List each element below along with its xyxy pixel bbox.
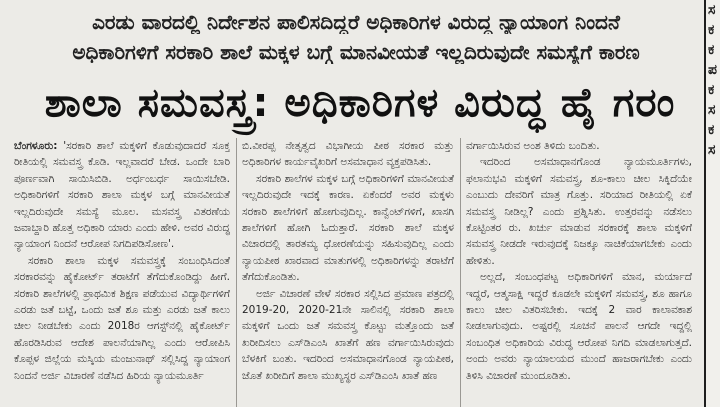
edge-glyph: ಕ bbox=[708, 122, 715, 138]
column-1 bbox=[14, 138, 230, 407]
paragraph: ವರ್ಗಾಯಿಸಿರುವ ಅಂಶ ತಿಳಿದು ಬಂದಿತು. bbox=[466, 140, 600, 152]
paragraph: ಸರಕಾರಿ ಶಾಲೆಗಳ ಮಕ್ಕಳ ಬಗ್ಗೆ ಅಧಿಕಾರಿಗಳಿಗೆ ಮಾನವೀಯತೆ ಇಲ್ಲದಿರುವುದೇ ಇದಕ್ಕೆ ಕಾರಣ. ಏಕೆಂದರೆ ಅವರ ಮಕ್ಕಳು ಸರಕಾರಿ ಶಾಲೆಗಳಿಗೆ ಹೋಗುವುದಿಲ್ಲ. ಕಾನ್ವೆಂಟ್‌ಗಳಿಗೆ, ಖಾಸಗಿ ಶಾಲೆಗಳಿಗೆ ಹೋಗಿ ಓದುತ್ತಾರೆ. ಸರಕಾರಿ ಶಾಲೆ ಮಕ್ಕಳ ವಿಚಾರದಲ್ಲಿ ತಾರತಮ್ಯ ಧೋರಣೆಯನ್ನು ಸಹಿಸುವುದಿಲ್ಲ ಎಂದು ನ್ಯಾಯಪೀಠ ಖಾರವಾದ ಮಾತುಗಳಲ್ಲಿ ಅಧಿಕಾರಿಗಳನ್ನು ತರಾಟೆಗೆ ತೆಗೆದುಕೊಂಡಿತು. bbox=[242, 172, 454, 284]
paragraph: ಅರ್ಜಿ ವಿಚಾರಣೆ ವೇಳೆ ಸರಕಾರ ಸಲ್ಲಿಸಿದ ಪ್ರಮಾಣ ಪತ್ರದಲ್ಲಿ 2019-20, 2020-21ನೇ ಸಾಲಿನಲ್ಲಿ ಸರಕಾರಿ ಶಾಲಾ ಮಕ್ಕಳಿಗೆ ಒಂದು ಜತೆ ಸಮವಸ್ತ್ರ ಕೊಟ್ಟು ಮತ್ತೊಂದು ಜತೆ ಖರೀದಿಸಲು ಎಸ್‌ಡಿಎಂಸಿ ಖಾತೆಗೆ ಹಣ ವರ್ಗಾಯಿಸಿರುವುದು ಬೆಳಕಿಗೆ ಬಂತು. ಇದರಿಂದ ಅಸಮಾಧಾನಗೊಂಡ ನ್ಯಾಯಪೀಠ, ಜೊತೆ ಖರೀದಿಗೆ ಶಾಲಾ ಮುಖ್ಯಸ್ಥರ ಎಸ್‌ಡಿಎಂಸಿ ಖಾತೆ ಹಣ bbox=[242, 287, 454, 382]
edge-glyph: ಪ bbox=[708, 62, 717, 78]
paragraph bbox=[14, 138, 230, 253]
headline: ಶಾಲಾ ಸಮವಸ್ತ್ರ: ಅಧಿಕಾರಿಗಳ ವಿರುದ್ಧ ಹೈ ಗರಂ bbox=[44, 80, 676, 126]
paragraph: ಬಿ.ವೀರಪ್ಪ ನೇತೃತ್ವದ ವಿಭಾಗೀಯ ಪೀಠ ಸರಕಾರ ಮತ್ತು ಅಧಿಕಾರಿಗಳ ಕಾರ್ಯವೈಖರಿಗೆ ಅಸಮಾಧಾನ ವ್ಯಕ್ತಪಡಿಸಿತು. bbox=[242, 140, 454, 169]
edge-glyph: ಸ bbox=[708, 142, 716, 158]
column-3 bbox=[466, 138, 692, 407]
adjacent-article-edge bbox=[704, 0, 720, 407]
paragraph-text: 'ಸರಕಾರಿ ಶಾಲೆ ಮಕ್ಕಳಿಗೆ ಕೊಡುವುದಾದರೆ ಸೂಕ್ತ ರೀತಿಯಲ್ಲಿ ಸಮವಸ್ತ್ರ ಕೊಡಿ. ಇಲ್ಲವಾದರೆ ಬೇಡ. ಒಂದೇ ಬಾರಿ ಪೂರ್ಣವಾಗಿ ಸಾಯಿಸಿಬಿಡಿ. ಅರ್ಧಂಬರ್ಧ ಸಾಯಿಸಬೇಡಿ. ಅಧಿಕಾರಿಗಳಿಗೆ ಸರಕಾರಿ ಶಾಲಾ ಮಕ್ಕಳ ಬಗ್ಗೆ ಮಾನವೀಯತೆ ಇಲ್ಲದಿರುವುದೇ ಸಮಸ್ಯೆ ಮೂಲ. ಮಸವಸ್ತ್ರ ವಿತರಣೆಯ ಜವಾಬ್ದಾರಿ ಹೊತ್ತ ಅಧಿಕಾರಿ ಯಾರು ಎಂದು ಹೇಳಿ. ಅವರ ವಿರುದ್ಧ ನ್ಯಾಯಾಂಗ ನಿಂದನೆ ಆರೋಪ ನಿಗದಿಪಡಿಸೋಣ'. bbox=[14, 140, 230, 251]
column-2 bbox=[242, 138, 454, 407]
article-body bbox=[14, 138, 704, 407]
edge-glyph: ಕ bbox=[708, 22, 715, 38]
edge-glyph: ಸ bbox=[708, 2, 716, 18]
kicker-line-1: ಎರಡು ವಾರದಲ್ಲಿ ನಿರ್ದೇಶನ ಪಾಲಿಸದಿದ್ದರೆ ಅಧಿಕಾರಿಗಳ ವಿರುದ್ಧ ನ್ಯಾಯಾಂಗ ನಿಂದನೆ bbox=[92, 10, 620, 34]
paragraph: ಇದರಿಂದ ಅಸಮಾಧಾನಗೊಂಡ ನ್ಯಾಯಮೂರ್ತಿಗಳು, ಫಲಾನುಭವಿ ಮಕ್ಕಳಿಗೆ ಸಮವಸ್ತ್ರ, ಶೂ-ಕಾಲು ಚೀಲ ಸಿಕ್ಕಿದೆಯೇ ಎಂಬುದು ದೇವರಿಗೆ ಮಾತ್ರ ಗೊತ್ತು. ಸರಿಯಾದ ರೀತಿಯಲ್ಲಿ ಏಕೆ ಸಮವಸ್ತ್ರ ನೀಡಿಲ್ಲ? ಎಂದು ಪ್ರಶ್ನಿಸಿತು. ಉತ್ತರವನ್ನು ನಡೆಸಲು ಕೊಟ್ಟಿಂತರ ರು. ಖರ್ಚು ಮಾಡುವ ಸರಕಾರಕ್ಕೆ ಶಾಲಾ ಮಕ್ಕಳಿಗೆ ಸಮವಸ್ತ್ರ ನೀಡದೇ ಇರುವುದಕ್ಕೆ ನಿಜಕ್ಕೂ ನಾಚಿಕೆಯಾಗಬೇಕು ಎಂದು ಹೇಳಿತು. bbox=[466, 156, 692, 267]
dateline: ಬೆಂಗಳೂರು: bbox=[14, 140, 58, 152]
paragraph: ಅಲ್ಲದೆ, ಸಂಬಂಧಪಟ್ಟ ಅಧಿಕಾರಿಗಳಿಗೆ ಮಾನ, ಮರ್ಯಾದೆ ಇದ್ದರೆ, ಆತ್ಮಸಾಕ್ಷಿ ಇದ್ದರೆ ಕೂಡಲೇ ಮಕ್ಕಳಿಗೆ ಸಮವಸ್ತ್ರ, ಶೂ ಹಾಗೂ ಕಾಲು ಚೀಲ ವಿತರಿಸಬೇಕು. ಇದಕ್ಕೆ 2 ವಾರ ಕಾಲಾವಕಾಶ ನೀಡಲಾಗುವುದು. ಅಷ್ಟರಲ್ಲಿ ಸೂಚನೆ ಪಾಲನೆ ಆಗದೇ ಇದ್ದಲ್ಲಿ ಸಂಬಂಧಿತ ಅಧಿಕಾರಿಯ ವಿರುದ್ಧ ಆರೋಪ ನಿಗದಿ ಮಾಡಲಾಗುತ್ತದೆ. ಅಂದು ಅವರು ನ್ಯಾಯಾಲಯದ ಮುಂದೆ ಹಾಜರಾಗಬೇಕು ಎಂದು ತಿಳಿಸಿ ವಿಚಾರಣೆ ಮುಂದೂಡಿತು. bbox=[466, 271, 692, 382]
edge-glyph: ಕ bbox=[708, 82, 715, 98]
kicker-line-2: ಅಧಿಕಾರಿಗಳಿಗೆ ಸರಕಾರಿ ಶಾಲೆ ಮಕ್ಕಳ ಬಗ್ಗೆ ಮಾನವೀಯತೆ ಇಲ್ಲದಿರುವುದೇ ಸಮಸ್ಯೆಗೆ ಕಾರಣ bbox=[72, 40, 640, 64]
column-divider bbox=[236, 138, 237, 407]
paragraph: ಸರಕಾರಿ ಶಾಲಾ ಮಕ್ಕಳ ಸಮವಸ್ತ್ರಕ್ಕೆ ಸಂಬಂಧಿಸಿದಂತೆ ಸರಕಾರವನ್ನು ಹೈಕೋರ್ಟ್ ತರಾಟೆಗೆ ತೆಗೆದುಕೊಂಡಿದ್ದು ಹೀಗೆ. ಸರಕಾರಿ ಶಾಲೆಗಳಲ್ಲಿ ಪ್ರಾಥಮಿಕ ಶಿಕ್ಷಣ ಪಡೆಯುವ ವಿದ್ಯಾರ್ಥಿಗಳಿಗೆ ಎರಡು ಜತೆ ಬಟ್ಟೆ, ಒಂದು ಜತೆ ಶೂ ಮತ್ತು ಎರಡು ಜತೆ ಕಾಲು ಚೀಲ ನೀಡಬೇಕು ಎಂದು 2018ರ ಆಗಸ್ಟ್‌ನಲ್ಲಿ ಹೈಕೋರ್ಟ್ ಹೊರಡಿಸಿರುವ ಆದೇಶ ಪಾಲನೆಯಾಗಿಲ್ಲ ಎಂದು ಆರೋಪಿಸಿ ಕೊಪ್ಪಳ ಜಿಲ್ಲೆಯ ಮಸ್ಕಿಯ ಮಂಜುನಾಥ್ ಸಲ್ಲಿಸಿದ್ದ ನ್ಯಾಯಾಂಗ ನಿಂದನೆ ಅರ್ಜಿ ವಿಚಾರಣೆ ನಡೆಸಿದ ಹಿರಿಯ ನ್ಯಾಯಮೂರ್ತಿ bbox=[14, 254, 230, 382]
edge-glyph: ಕ bbox=[708, 42, 715, 58]
column-divider bbox=[460, 138, 461, 407]
edge-glyph: ಸ bbox=[708, 102, 716, 118]
